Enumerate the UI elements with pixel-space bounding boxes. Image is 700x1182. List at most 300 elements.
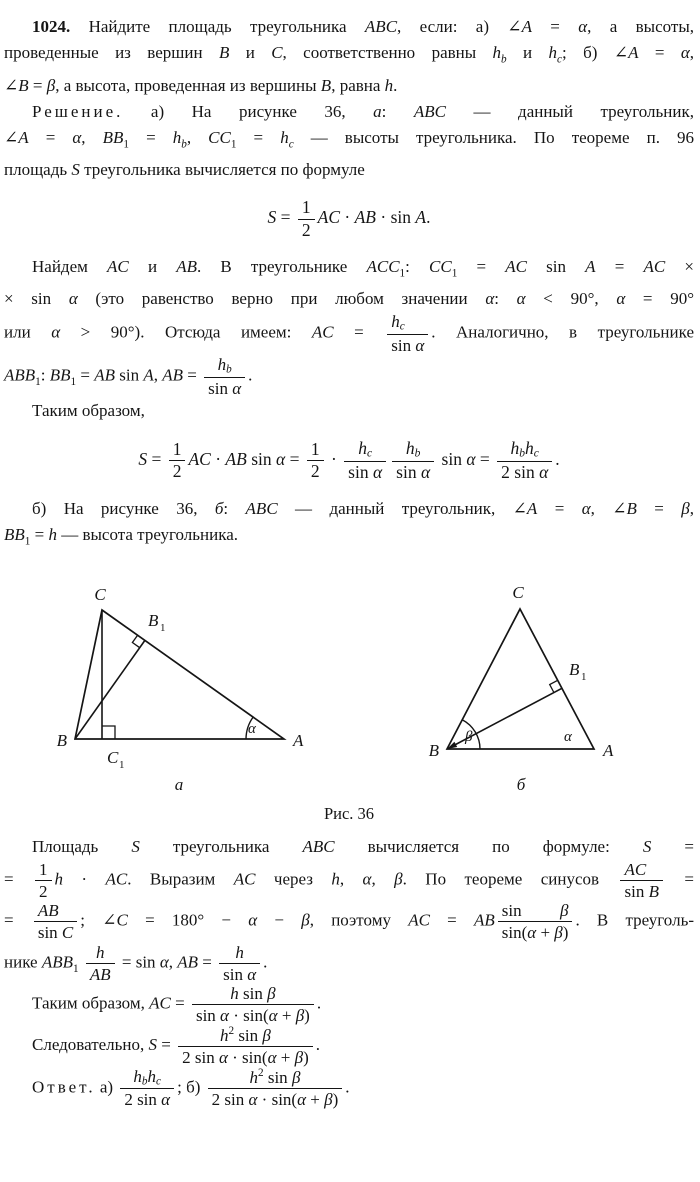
figure-b-drawing xyxy=(401,562,671,802)
text-run: = xyxy=(28,127,73,147)
text-run: б xyxy=(214,498,224,518)
text-run: 2 sin xyxy=(182,1047,219,1067)
fraction xyxy=(120,1067,174,1110)
text-run: h xyxy=(331,869,340,889)
fraction xyxy=(35,860,52,901)
text-run: + xyxy=(536,923,555,943)
text-run: sin xyxy=(195,1005,221,1025)
text-run: × xyxy=(665,256,694,276)
text-run: = xyxy=(638,43,681,62)
text-run: c xyxy=(557,53,563,66)
text-run: α xyxy=(68,289,78,309)
text-run: , ∠ xyxy=(590,498,627,518)
text-run: α xyxy=(616,289,626,309)
text-run: A xyxy=(415,207,427,228)
text-run: . xyxy=(555,448,560,469)
text-run: ABC xyxy=(302,837,335,857)
text-run: A xyxy=(521,17,532,36)
text-run: C xyxy=(61,923,74,943)
right-angle-mark-b1 xyxy=(132,636,139,649)
text-run: 1024. xyxy=(32,17,71,36)
text-run: = xyxy=(183,365,202,385)
text-run: . xyxy=(316,993,322,1013)
text-run: = xyxy=(157,1034,176,1054)
text-run: b xyxy=(141,1074,148,1087)
fraction xyxy=(307,440,324,482)
text-line xyxy=(4,834,694,860)
foot-label-c1: C xyxy=(107,748,119,768)
text-run: B xyxy=(648,882,659,902)
text-run: A xyxy=(585,256,596,276)
vertex-label-a: A xyxy=(603,741,614,761)
text-run: h xyxy=(172,127,182,147)
text-run: α xyxy=(161,1090,171,1110)
foot-label-b1: B xyxy=(148,611,159,631)
text-run: Следовательно, xyxy=(32,1034,149,1054)
text-run: 2 xyxy=(172,461,182,482)
derivation-a xyxy=(4,254,694,398)
text-run: · sin( xyxy=(228,1005,269,1025)
text-run: b xyxy=(414,447,421,460)
text-run: , соответственно равны xyxy=(282,43,493,62)
text-run: = xyxy=(537,498,582,518)
text-run: β xyxy=(262,1025,271,1045)
text-run: β xyxy=(291,1067,301,1087)
text-run: h xyxy=(235,942,244,962)
text-run: sin xyxy=(391,336,416,356)
text-run: площадь xyxy=(4,160,72,180)
text-run: Площадь xyxy=(32,837,132,857)
text-run: — данный треугольник, ∠ xyxy=(277,498,527,518)
text-run: , если: а) ∠ xyxy=(397,17,522,36)
vertex-label-a: A xyxy=(293,731,304,751)
text-run: . В треуголь- xyxy=(575,910,694,930)
text-run: h xyxy=(548,43,558,62)
text-run: AB xyxy=(354,207,376,228)
text-run: α xyxy=(268,1005,278,1025)
text-run: 2 xyxy=(301,219,311,240)
triangle-abc-b xyxy=(447,609,594,749)
text-line xyxy=(4,496,694,522)
text-run: 1 xyxy=(35,376,41,389)
text-run: проведенные из вершин xyxy=(4,43,219,62)
text-run: α xyxy=(372,462,383,483)
text-run: Таким образом, xyxy=(32,993,150,1013)
text-run: c xyxy=(156,1074,161,1087)
text-run: = xyxy=(28,75,47,95)
text-run: c xyxy=(399,320,405,333)
text-run: AB xyxy=(473,910,495,930)
text-run: b xyxy=(226,363,232,376)
fraction xyxy=(192,984,314,1025)
text-run: = 180° − xyxy=(127,910,249,930)
text-run: α xyxy=(680,43,690,62)
text-run: sin xyxy=(234,1025,263,1045)
text-run: C xyxy=(116,910,128,930)
text-run: AC xyxy=(105,869,128,889)
text-run: = xyxy=(595,256,644,276)
text-run: = xyxy=(236,127,281,147)
text-run: h xyxy=(48,524,57,544)
text-line xyxy=(4,73,694,99)
text-run: A xyxy=(526,498,538,518)
text-run: α xyxy=(248,910,258,930)
text-run: , xyxy=(689,498,694,518)
text-run: AC xyxy=(149,993,171,1013)
text-run: треугольника вычисляется по формуле xyxy=(79,160,365,180)
fraction xyxy=(497,439,552,483)
text-run: ABC xyxy=(413,101,447,121)
text-run: S xyxy=(267,207,277,228)
text-run: . xyxy=(248,365,253,385)
text-line xyxy=(4,157,694,183)
text-run: · sin( xyxy=(227,1047,268,1067)
text-run: c xyxy=(533,447,539,460)
text-run: B xyxy=(320,75,332,95)
text-run: . В треугольнике xyxy=(197,256,367,276)
text-run: β xyxy=(324,1089,333,1109)
hence-line xyxy=(4,1025,694,1067)
text-run: : xyxy=(40,365,50,385)
text-run: = xyxy=(198,951,217,971)
text-run: = xyxy=(147,448,166,469)
text-run: ; б) ∠ xyxy=(562,43,629,62)
text-run: sin xyxy=(437,448,467,469)
text-run: α xyxy=(297,1089,307,1109)
text-run: вычисляется по формуле: xyxy=(334,837,643,857)
fraction xyxy=(344,439,386,483)
formula-result-a xyxy=(4,439,694,483)
text-run: а xyxy=(373,101,382,121)
answer-line xyxy=(4,1067,694,1110)
text-run: = xyxy=(651,837,694,857)
figure-caption xyxy=(4,804,694,824)
text-run: 1 xyxy=(39,860,48,880)
text-line xyxy=(4,355,694,398)
text-run: α xyxy=(362,869,372,889)
text-line xyxy=(4,40,694,73)
text-run: AC xyxy=(505,256,527,276)
text-run: = xyxy=(276,207,295,228)
text-run: 2 xyxy=(39,882,48,902)
text-run: AB xyxy=(162,365,184,385)
text-run: = xyxy=(665,869,694,889)
text-run: CC xyxy=(208,127,231,147)
text-run: α xyxy=(485,289,495,309)
text-run: , поэтому xyxy=(309,910,409,930)
text-run: + xyxy=(276,1047,295,1067)
text-run: ; ∠ xyxy=(80,910,117,930)
vertex-label-c: C xyxy=(94,585,106,605)
text-run: = 90° xyxy=(625,289,695,309)
text-run: S xyxy=(138,448,148,469)
text-run: : xyxy=(381,101,414,121)
text-run: 1 xyxy=(24,535,31,548)
text-run: = xyxy=(333,322,385,342)
text-run: AB xyxy=(37,901,59,921)
text-run: c xyxy=(288,138,294,151)
fraction xyxy=(178,1025,313,1067)
text-run: sin xyxy=(624,882,649,902)
text-run: (это равенство верно при любом значении xyxy=(77,289,486,309)
text-run: α xyxy=(232,378,242,398)
text-run: Рис. 36 xyxy=(323,804,375,824)
text-run: 1 xyxy=(72,962,79,975)
text-run: AC xyxy=(317,207,341,228)
text-run: · xyxy=(63,869,106,889)
text-run: AC xyxy=(188,448,211,469)
text-run: A xyxy=(143,365,154,385)
text-line xyxy=(4,125,694,158)
text-run: ; б) xyxy=(177,1076,205,1096)
figure-b-sublabel: б xyxy=(516,775,526,795)
text-run: α xyxy=(220,1005,229,1025)
text-run: h xyxy=(219,1025,229,1045)
text-run: α xyxy=(539,462,549,483)
text-run: , xyxy=(339,869,363,889)
text-run: h xyxy=(133,1066,142,1086)
text-run: α xyxy=(276,448,286,469)
triangle-abc-a xyxy=(75,610,284,739)
text-run: 2 sin xyxy=(211,1089,249,1109)
right-angle-mark-c1 xyxy=(102,726,115,739)
text-run: b xyxy=(501,53,507,66)
text-run: h xyxy=(54,869,64,889)
text-run: 1 xyxy=(399,267,406,280)
text-run: α xyxy=(578,17,588,36)
figure-a-sublabel: а xyxy=(174,775,184,795)
text-run: β xyxy=(554,923,563,943)
text-run: h xyxy=(230,983,239,1003)
formula-area-a xyxy=(4,198,694,240)
text-run: α xyxy=(415,336,425,356)
text-run: h xyxy=(249,1067,258,1087)
text-run: b xyxy=(181,138,187,151)
text-run: . xyxy=(426,207,431,228)
text-run: h xyxy=(510,437,520,458)
text-run: α xyxy=(466,448,476,469)
fraction xyxy=(208,1067,343,1109)
text-run: α xyxy=(248,1089,258,1109)
text-run: AC xyxy=(107,256,129,276)
fraction xyxy=(298,198,315,240)
text-line xyxy=(4,943,694,984)
foot-label-b1: B xyxy=(569,660,580,680)
text-line xyxy=(4,1067,694,1110)
text-run: 2 xyxy=(228,1024,235,1037)
text-run: sin xyxy=(396,462,421,483)
text-run: B xyxy=(626,498,637,518)
text-run: = xyxy=(170,993,189,1013)
text-run: α xyxy=(516,289,526,309)
text-run: sin xyxy=(238,983,268,1003)
text-run: , а высоты, xyxy=(587,17,694,36)
text-line xyxy=(4,286,694,312)
text-run: AB xyxy=(225,448,247,469)
text-run: sin xyxy=(501,901,560,921)
text-line xyxy=(4,1025,694,1067)
text-line xyxy=(4,99,694,125)
text-run: h xyxy=(492,43,502,62)
text-run: h xyxy=(280,127,289,147)
text-run: — данный треугольник, xyxy=(446,101,694,121)
text-run: α xyxy=(218,1047,228,1067)
text-run: AB xyxy=(89,964,111,984)
text-run: S xyxy=(148,1034,158,1054)
text-run: а) На рисунке 36, xyxy=(123,101,374,121)
text-run: . xyxy=(263,951,268,971)
text-run: 2 xyxy=(310,461,320,482)
text-run: ABC xyxy=(364,17,398,36)
text-line xyxy=(4,984,694,1025)
text-run: − xyxy=(257,910,302,930)
text-run: , xyxy=(371,869,395,889)
text-run: ACC xyxy=(366,256,400,276)
text-run: α xyxy=(527,923,537,943)
text-run: = xyxy=(4,910,31,930)
text-run: h xyxy=(391,312,400,332)
text-run: sin xyxy=(115,365,144,385)
text-run: = xyxy=(475,448,495,469)
text-run: 1 xyxy=(172,438,182,459)
text-run: : xyxy=(405,256,430,276)
text-run: 2 sin xyxy=(124,1090,162,1110)
text-run: , равна xyxy=(331,75,385,95)
text-run: A xyxy=(18,127,29,147)
text-run: ) xyxy=(303,1047,309,1067)
text-run: α xyxy=(51,322,61,342)
text-run: , xyxy=(81,127,103,147)
text-run: sin xyxy=(263,1067,292,1087)
text-run: 1 xyxy=(301,197,311,218)
text-run: · xyxy=(340,207,355,228)
text-run: AC xyxy=(408,910,430,930)
thus-line-a xyxy=(4,398,694,424)
solution-b-intro xyxy=(4,496,694,555)
foot-label-b1-sub: 1 xyxy=(581,671,587,684)
text-run: 1 xyxy=(230,138,237,151)
text-run: S xyxy=(642,837,652,857)
text-run: α xyxy=(420,462,431,483)
text-run: . xyxy=(345,1076,350,1096)
text-line xyxy=(4,254,694,287)
text-run: Ответ. xyxy=(32,1076,96,1096)
text-run: × sin xyxy=(4,289,69,309)
fraction xyxy=(498,901,573,942)
text-run: через xyxy=(255,869,332,889)
text-run: ) xyxy=(332,1089,339,1109)
text-run: AC xyxy=(311,322,334,342)
text-run: , xyxy=(153,365,163,385)
angle-alpha-label: α xyxy=(248,721,256,738)
problem-statement xyxy=(4,14,694,99)
text-run: · xyxy=(326,448,342,469)
text-run: β xyxy=(681,498,690,518)
text-run: α xyxy=(247,964,257,984)
text-run: α xyxy=(72,127,82,147)
text-line xyxy=(4,522,694,555)
text-run: = xyxy=(457,256,506,276)
fraction xyxy=(169,440,186,482)
text-run: S xyxy=(131,837,140,857)
text-run: = sin xyxy=(117,951,160,971)
text-run: = xyxy=(129,127,173,147)
text-run: Найдите площадь треугольника xyxy=(70,17,365,36)
text-run: = xyxy=(636,498,682,518)
fraction xyxy=(86,943,115,984)
text-run: Решение. xyxy=(32,101,124,121)
text-line xyxy=(4,860,694,901)
text-run: . Выразим xyxy=(127,869,234,889)
text-run: A xyxy=(628,43,639,62)
fraction xyxy=(34,901,77,942)
text-line xyxy=(4,901,694,942)
text-run: 1 xyxy=(310,438,320,459)
text-line xyxy=(4,398,694,424)
text-run: нике xyxy=(4,951,42,971)
text-run: h xyxy=(147,1066,157,1086)
figure-36 xyxy=(4,562,694,802)
text-run: 1 xyxy=(70,376,77,389)
text-run: sin( xyxy=(501,923,528,943)
text-run: B xyxy=(218,43,230,62)
text-run: AC xyxy=(624,860,647,880)
text-run: α xyxy=(581,498,591,518)
text-run: h xyxy=(384,75,394,95)
text-run: · sin xyxy=(376,207,416,228)
text-run: + xyxy=(277,1005,296,1025)
text-run: и xyxy=(128,256,177,276)
text-run: h xyxy=(358,437,367,458)
text-run: · sin( xyxy=(257,1089,298,1109)
text-run: h xyxy=(525,437,534,458)
text-run: > 90°). Отсюда имеем: xyxy=(60,322,312,342)
text-run: Найдем xyxy=(32,256,108,276)
angle-alpha-label: α xyxy=(564,729,572,746)
text-run: и xyxy=(506,43,549,62)
text-run: BB xyxy=(49,365,71,385)
text-run: b xyxy=(519,447,526,460)
text-run: 1 xyxy=(451,267,458,280)
text-run: sin xyxy=(246,448,276,469)
text-run: β xyxy=(559,901,569,921)
fraction xyxy=(392,439,434,483)
text-run: = xyxy=(285,448,304,469)
text-run: sin xyxy=(37,923,62,943)
text-run: и xyxy=(229,43,272,62)
text-run: . Аналогично, в треугольнике xyxy=(431,322,694,342)
vertex-label-c: C xyxy=(512,583,524,603)
text-run: ∠ xyxy=(4,75,19,95)
foot-label-c1-sub: 1 xyxy=(119,759,125,772)
text-run: β xyxy=(394,869,403,889)
text-run: = xyxy=(30,524,49,544)
fraction xyxy=(204,355,245,398)
text-run: — высота треугольника. xyxy=(56,524,238,544)
text-run: h xyxy=(405,437,415,458)
text-run: ∠ xyxy=(4,127,19,147)
text-run: . По теореме синусов xyxy=(402,869,618,889)
text-run: Таким образом, xyxy=(32,400,145,420)
text-run: sin xyxy=(208,378,233,398)
vertex-label-b: B xyxy=(56,731,67,751)
text-run: , xyxy=(186,127,209,147)
text-run: AB xyxy=(177,951,199,971)
fraction xyxy=(387,312,428,355)
text-run: sin xyxy=(527,256,586,276)
text-run: AC xyxy=(233,869,256,889)
text-run: AB xyxy=(176,256,197,276)
